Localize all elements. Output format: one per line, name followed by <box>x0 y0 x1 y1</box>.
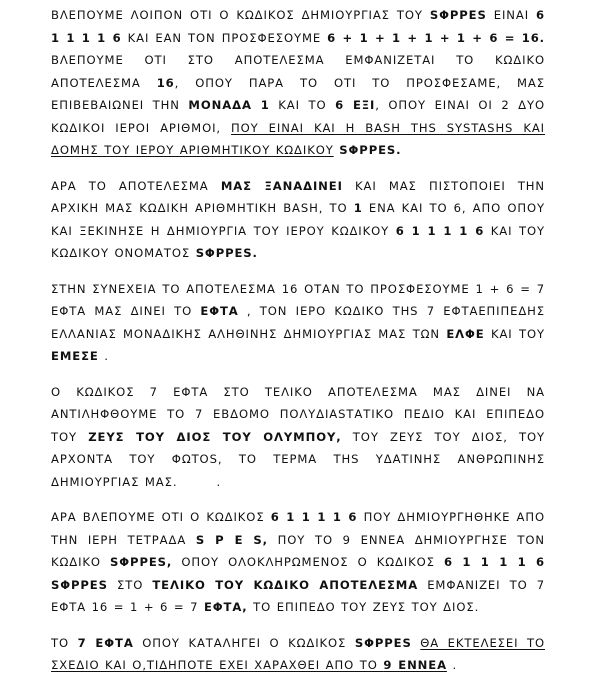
text-run: ΤΕΛΙΚΟ ΤΟΥ ΚΩΔΙΚΟ ΑΠΟΤΕΛΕΣΜΑ <box>152 577 419 592</box>
text-run: ΕΦΤΑ <box>200 304 239 318</box>
text-run: ΕΦΤΑ, <box>203 600 248 614</box>
text-run: . <box>446 658 458 672</box>
text-run: S Ρ Ε S, <box>195 532 268 547</box>
text-run: 7 ΕΦΤΑ <box>77 635 134 650</box>
text-run: ΜΟΝΑΔΑ 1 <box>188 98 270 112</box>
text-run <box>412 636 421 650</box>
text-run: ΠΟΥ ΔΗΜΙΟΥΡΓΗΘΗΚΕ ΑΠΟ ΤΗΝ ΙΕΡΗ ΤΕΤΡΑΔΑ <box>51 510 545 547</box>
text-run: 6 1 1 1 1 6 <box>395 223 485 238</box>
text-run: Ο ΚΩΔΙΚΟΣ 7 ΕΦΤΑ ΣΤΟ ΤΕΛΙΚΟ ΑΠΟΤΕΛΕΣΜΑ ΜΑΣ ΔΙΝΕΙ ΝΑ ΑΝΤΙΛΗΦΘΟΥΜΕ ΤΟ 7 ΕΒΔΟΜΟ ΠΟΛΥΔΙΑSΤΑΤΙΚΟ ΠΕΔΙΟ ΚΑΙ ΕΠΙΠΕΔΟ ΤΟΥ <box>51 384 545 444</box>
text-run: ΚΑΙ ΤΟΥ ΚΩΔΙΚΟΥ ΟΝΟΜΑΤΟΣ <box>51 223 545 260</box>
text-run: 6 1 1 1 1 6 SΦΡΡΕS <box>51 555 546 592</box>
text-run: 9 ΕΝΝΕΑ <box>383 658 447 672</box>
text-run: , ΟΠΟΥ ΕΙΝΑΙ ΟΙ 2 ΔΥΟ ΚΩΔΙΚΟΙ ΙΕΡΟΙ ΑΡΙΘΜΟΙ, <box>51 98 545 135</box>
text-run: 6 ΕΞΙ <box>335 98 376 112</box>
text-run: ΟΠΟΥ ΟΛΟΚΛΗΡΩΜΕΝΟΣ Ο ΚΩΔΙΚΟΣ <box>172 555 444 569</box>
text-run: SΦΡΡΕS <box>354 635 412 650</box>
text-run: ΒΛΕΠΟΥΜΕ ΛΟΙΠΟΝ ΟΤΙ Ο ΚΩΔΙΚΟΣ ΔΗΜΙΟΥΡΓΙΑΣ ΤΟΥ <box>51 8 430 22</box>
text-run: ΕΛΦΕ <box>446 326 485 341</box>
paragraph-6 <box>51 632 545 677</box>
text-run: 6 1 1 1 1 6 <box>51 8 545 45</box>
text-run: ΕΜΕΣΕ <box>51 349 99 363</box>
text-run: ΑΡΑ ΤΟ ΑΠΟΤΕΛΕΣΜΑ <box>51 178 221 193</box>
text-run: 1 <box>353 201 363 215</box>
text-run: ΚΑΙ ΤΟΥ <box>484 326 545 341</box>
text-run: ΤΟ <box>51 635 78 650</box>
text-run: ΟΠΟΥ ΚΑΤΑΛΗΓΕΙ Ο ΚΩΔΙΚΟΣ <box>133 635 355 650</box>
text-run: ΚΑΙ ΕΑΝ ΤΟΝ ΠΡΟΣΦΕΣΟΥΜΕ <box>121 30 328 45</box>
text-run: ΕΝΑ ΚΑΙ ΤΟ 6, ΑΠΟ ΟΠΟΥ ΚΑΙ ΞΕΚΙΝΗΣΕ Η ΔΗΜΙΟΥΡΓΙΑ ΤΟΥ ΙΕΡΟΥ ΚΩΔΙΚΟΥ <box>51 201 545 238</box>
text-run: SΦΡΡΕS <box>429 8 487 22</box>
text-run: SΦΡΡΕS. <box>195 246 258 260</box>
text-run: ΒΛΕΠΟΥΜΕ ΟΤΙ ΣΤΟ ΑΠΟΤΕΛΕΣΜΑ ΕΜΦΑΝΙΖΕΤΑΙ ΤΟ ΚΩΔΙΚΟ ΑΠΟΤΕΛΕΣΜΑ <box>51 53 545 90</box>
text-run: ΑΡΑ ΒΛΕΠΟΥΜΕ ΟΤΙ Ο ΚΩΔΙΚΟΣ <box>51 510 271 524</box>
text-run: ΕΜΦΑΝΙΖΕΙ ΤΟ 7 ΕΦΤΑ 16 = 1 + 6 = 7 <box>51 577 546 614</box>
text-run: ΕΙΝΑΙ <box>486 8 537 22</box>
paragraph-3 <box>51 278 545 368</box>
text-run: ΤΟΥ ΖΕΥΣ ΤΟΥ ΔΙΟΣ, ΤΟΥ ΑΡΧΟΝΤΑ ΤΟΥ ΦΩΤOS, ΤΟ ΤΕΡΜΑ THS ΥΔΑΤΙΝΗΣ ΑΝΘΡΩΠΙΝΗΣ ΔΗΜΙΟΥΡΓΙΑΣ ΜΑΣ. . <box>51 429 546 489</box>
text-run: ΠΟΥ ΕΙΝΑΙ ΚΑΙ Η BASH THS SYSTASHS ΚΑΙ ΔΟΜΗΣ ΤΟΥ ΙΕΡΟΥ ΑΡΙΘΜΗΤΙΚΟΥ ΚΩΔΙΚΟΥ <box>51 120 546 157</box>
text-run: ΤΟ ΕΠΙΠΕΔΟ ΤΟΥ ΖΕΥΣ ΤΟΥ ΔΙΟΣ. <box>247 600 480 614</box>
text-run: ΚΑΙ ΜΑΣ ΠΙΣΤΟΠΟΙΕΙ ΤΗΝ ΑΡΧΙΚΗ ΜΑΣ ΚΩΔΙΚΗ ΑΡΙΘΜΗΤΙΚΗ ΒΑSΗ, ΤΟ <box>51 178 545 215</box>
text-run: ΘΑ ΕΚΤΕΛΕΣΕΙ ΤΟ ΣΧΕΔΙΟ ΚΑΙ Ο,ΤΙΔΗΠΟΤΕ ΕΧΕΙ ΧΑΡΑΧΘΕΙ ΑΠΟ ΤΟ <box>51 635 545 672</box>
text-run: SΦΡΡΕS. <box>339 143 402 157</box>
text-run: , ΟΠΟΥ ΠΑΡΑ ΤΟ ΟΤΙ ΤΟ ΠΡΟΣΦΕΣΑΜΕ, ΜΑΣ ΕΠΙΒΕΒΑΙΩΝΕΙ ΤΗΝ <box>51 75 545 112</box>
text-run: ΣΤΗΝ ΣΥΝΕΧΕΙΑ ΤΟ ΑΠΟΤΕΛΕΣΜΑ 16 ΟΤΑΝ ΤΟ ΠΡΟΣΦΕΣΟΥΜΕ 1 + 6 = 7 ΕΦΤΑ ΜΑΣ ΔΙΝΕΙ ΤΟ <box>51 281 545 318</box>
text-run: 6 1 1 1 1 6 <box>270 510 358 524</box>
text-run: ΣΤΟ <box>107 577 153 592</box>
text-run: 16 <box>156 75 175 90</box>
paragraph-1 <box>51 4 545 162</box>
text-run: ΜΑΣ ΞΑΝΑΔΙΝΕΙ <box>220 178 343 193</box>
paragraph-2 <box>51 175 545 265</box>
text-run: , ΤΟΝ ΙΕΡΟ ΚΩΔΙΚΟ THS 7 ΕΦΤΑΕΠΙΠΕΔΗΣ ΕΛΛΑΝΙΑΣ ΜΟΝΑΔΙΚΗΣ ΑΛΗΘΙΝΗΣ ΔΗΜΙΟΥΡΓΙΑΣ ΜΑΣ ΤΩΝ <box>51 304 546 341</box>
text-run: SΦΡΡΕS, <box>110 555 173 569</box>
paragraph-4 <box>51 381 545 494</box>
text-run: . <box>98 349 109 363</box>
paragraph-5 <box>51 506 545 619</box>
text-run: ΖΕΥΣ ΤΟΥ ΔΙΟΣ ΤΟΥ ΟΛΥΜΠΟΥ, <box>88 429 342 444</box>
text-run: ΠΟΥ ΤΟ 9 ΕΝΝΕΑ ΔΗΜΙΟΥΡΓΗΣΕ ΤΟΝ ΚΩΔΙΚΟ <box>51 532 545 569</box>
text-run: ΚΑΙ ΤΟ <box>269 98 336 112</box>
text-run: 6 + 1 + 1 + 1 + 1 + 6 = 16. <box>327 30 545 45</box>
